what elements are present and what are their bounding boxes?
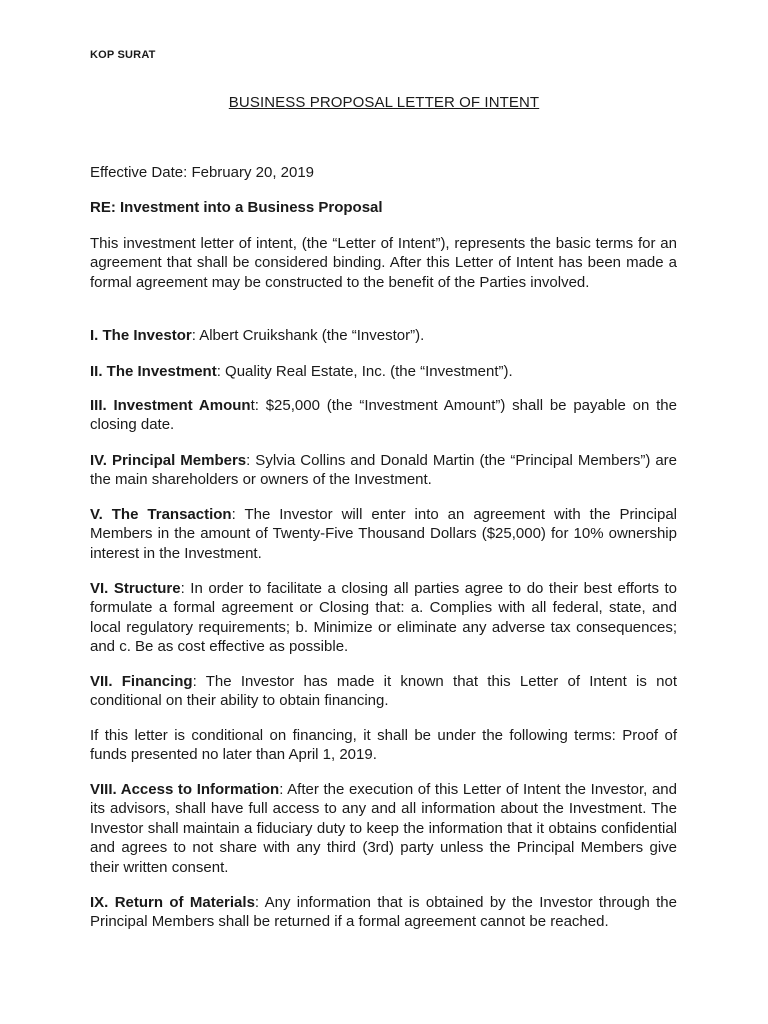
- section-body: : Albert Cruikshank (the “Investor”).: [191, 327, 425, 344]
- section-heading: II. The Investment: [90, 363, 217, 380]
- section-principal-members: [90, 451, 677, 490]
- section-heading: V. The Transaction: [90, 506, 232, 523]
- section-heading: VII. Financing: [90, 673, 193, 690]
- document-title: BUSINESS PROPOSAL LETTER OF INTENT: [228, 94, 540, 111]
- effective-date: Effective Date: February 20, 2019: [90, 164, 315, 181]
- section-body: : Quality Real Estate, Inc. (the “Investment”).: [216, 363, 513, 380]
- section-heading: IV. Principal Members: [90, 452, 247, 469]
- section-body: : Sylvia Collins and Donald Martin (the “Principal Members”) are the main shareholders or owners of the Investment.: [90, 452, 677, 489]
- section-investor: [90, 326, 677, 345]
- section-heading: I. The Investor: [90, 327, 192, 344]
- section-access-to-information: [90, 780, 677, 877]
- section-heading: III. Investment Amoun: [90, 397, 251, 414]
- section-investment: [90, 362, 677, 381]
- section-body: t: $25,000 (the “Investment Amount”) shall be payable on the closing date.: [90, 397, 677, 434]
- intro-paragraph: This investment letter of intent, (the “Letter of Intent”), represents the basic terms for an agreement that shall be considered binding. After this Letter of Intent has been made a formal agreement may be constructed to the benefit of the Parties involved.: [90, 235, 677, 291]
- section-investment-amount: [90, 396, 677, 435]
- section-body: : The Investor will enter into an agreement with the Principal Members in the amount of Twenty-Five Thousand Dollars ($25,000) for 10% ownership interest in the Investment.: [90, 506, 677, 562]
- section-heading: VIII. Access to Information: [90, 781, 280, 798]
- section-structure: [90, 579, 677, 657]
- section-heading: VI. Structure: [90, 580, 181, 597]
- financing-note: If this letter is conditional on financing, it shall be under the following terms: Proof of funds presented no later than April 1, 2019.: [90, 727, 677, 764]
- section-transaction: [90, 505, 677, 563]
- section-body: : After the execution of this Letter of Intent the Investor, and its advisors, shall have full access to any and all information about the Investment. The Investor shall maintain a fiduciary duty to keep the information that it obtains confidential and agrees to not share with any third (3rd) party unless the Principal Members give their written consent.: [90, 781, 677, 876]
- letterhead-placeholder: KOP SURAT: [90, 49, 156, 61]
- section-body: : In order to facilitate a closing all parties agree to do their best efforts to formulate a formal agreement or Closing that: a. Complies with all federal, state, and local regulatory requirements; b. Minimize or eliminate any adverse tax consequences; and c. Be as cost effective as possible.: [90, 580, 677, 656]
- re-line: RE: Investment into a Business Proposal: [90, 199, 383, 216]
- section-financing: [90, 672, 677, 711]
- section-body: : Any information that is obtained by the Investor through the Principal Members shall be returned if a formal agreement cannot be reached.: [90, 894, 677, 931]
- section-heading: IX. Return of Materials: [90, 894, 255, 911]
- section-return-of-materials: [90, 893, 677, 932]
- section-body: : The Investor has made it known that this Letter of Intent is not conditional on their ability to obtain financing.: [90, 673, 677, 710]
